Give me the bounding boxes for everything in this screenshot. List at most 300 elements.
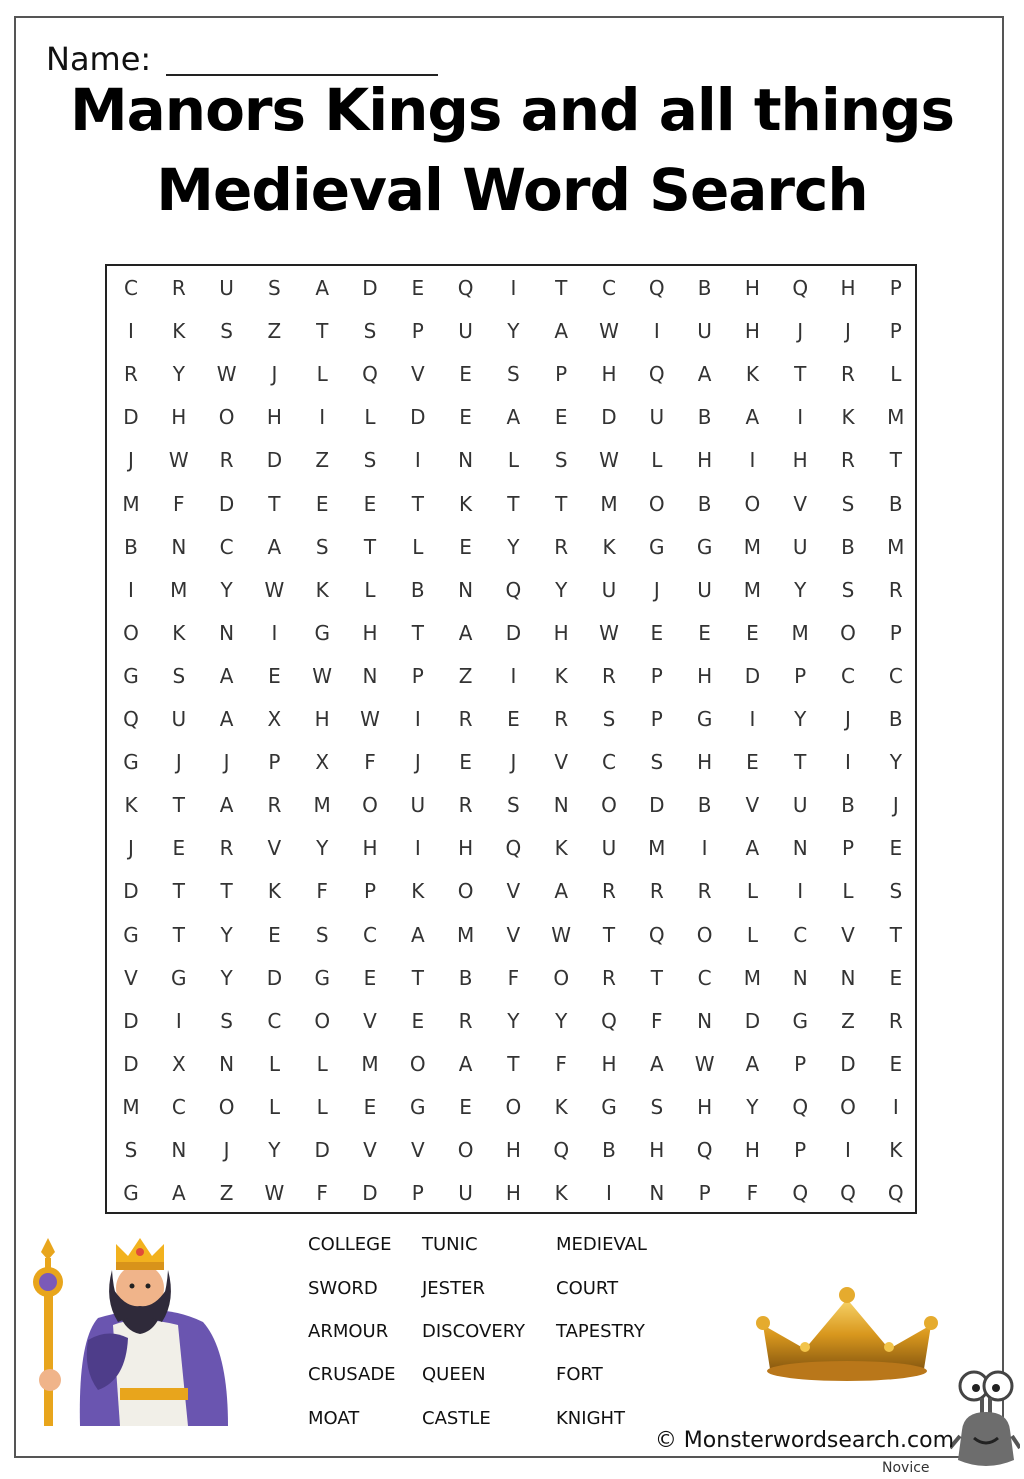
grid-cell[interactable]: D (410, 405, 426, 430)
grid-cell[interactable]: I (128, 577, 134, 602)
grid-cell[interactable]: F (364, 750, 376, 775)
grid-cell[interactable]: Z (219, 1181, 234, 1206)
grid-cell[interactable]: I (749, 707, 756, 731)
grid-cell[interactable]: I (271, 620, 278, 645)
grid-cell[interactable]: V (506, 879, 521, 904)
grid-cell[interactable]: N (840, 965, 856, 990)
grid-cell[interactable]: R (554, 707, 569, 731)
grid-cell[interactable]: H (505, 1138, 521, 1162)
grid-cell[interactable]: F (173, 491, 185, 516)
grid-cell[interactable]: W (599, 319, 619, 344)
grid-cell[interactable]: Y (507, 1008, 520, 1033)
grid-cell[interactable]: N (792, 836, 808, 861)
grid-cell[interactable]: E (459, 405, 472, 430)
grid-cell[interactable]: I (319, 405, 326, 430)
grid-cell[interactable]: H (314, 707, 330, 731)
grid-cell[interactable]: K (459, 491, 473, 516)
grid-cell[interactable]: K (554, 1094, 568, 1119)
grid-cell[interactable]: R (219, 836, 234, 861)
grid-cell[interactable]: A (458, 620, 473, 645)
grid-cell[interactable]: B (124, 534, 138, 559)
grid-cell[interactable]: I (892, 1094, 899, 1119)
grid-cell[interactable]: L (364, 405, 376, 430)
grid-cell[interactable]: B (602, 1138, 616, 1162)
grid-cell[interactable]: T (555, 491, 568, 516)
grid-cell[interactable]: U (219, 276, 234, 300)
grid-cell[interactable]: P (698, 1181, 711, 1206)
grid-cell[interactable]: M (122, 1094, 140, 1119)
grid-cell[interactable]: L (746, 922, 758, 947)
grid-cell[interactable]: Z (841, 1008, 855, 1033)
grid-cell[interactable]: S (650, 750, 664, 775)
grid-cell[interactable]: E (363, 1094, 377, 1119)
grid-cell[interactable]: E (172, 836, 186, 861)
grid-cell[interactable]: S (841, 577, 855, 602)
grid-cell[interactable]: U (697, 319, 712, 344)
grid-cell[interactable]: T (411, 620, 424, 645)
grid-cell[interactable]: U (649, 405, 665, 430)
grid-cell[interactable]: L (316, 1051, 328, 1076)
grid-cell[interactable]: G (123, 922, 139, 947)
grid-cell[interactable]: O (505, 1094, 522, 1119)
grid-cell[interactable]: H (601, 362, 617, 387)
grid-cell[interactable]: M (600, 491, 618, 516)
grid-cell[interactable]: Q (648, 276, 665, 300)
grid-cell[interactable]: S (363, 319, 377, 344)
grid-cell[interactable]: N (697, 1008, 713, 1033)
grid-cell[interactable]: N (458, 448, 474, 473)
grid-cell[interactable]: N (649, 1181, 665, 1206)
grid-cell[interactable]: B (697, 793, 712, 818)
grid-cell[interactable]: R (267, 793, 282, 818)
grid-cell[interactable]: H (266, 405, 282, 430)
grid-cell[interactable]: G (123, 1181, 139, 1206)
grid-cell[interactable]: M (313, 793, 331, 818)
grid-cell[interactable]: Y (220, 922, 233, 947)
grid-cell[interactable]: J (510, 750, 517, 775)
grid-cell[interactable]: A (267, 534, 282, 559)
grid-cell[interactable]: S (602, 707, 616, 731)
grid-cell[interactable]: C (124, 276, 138, 300)
grid-cell[interactable]: R (602, 879, 616, 904)
grid-cell[interactable]: A (219, 707, 234, 731)
grid-cell[interactable]: M (743, 534, 762, 559)
grid-cell[interactable]: J (845, 707, 851, 731)
grid-cell[interactable]: C (888, 663, 903, 688)
grid-cell[interactable]: R (888, 1008, 903, 1033)
grid-cell[interactable]: L (364, 577, 376, 602)
grid-cell[interactable]: C (697, 965, 712, 990)
grid-cell[interactable]: H (697, 448, 713, 473)
grid-cell[interactable]: Y (220, 965, 233, 990)
grid-cell[interactable]: D (123, 1008, 139, 1033)
grid-cell[interactable]: P (650, 707, 663, 731)
grid-cell[interactable]: S (650, 1094, 664, 1119)
grid-cell[interactable]: A (745, 405, 760, 430)
grid-cell[interactable]: P (889, 319, 902, 344)
grid-cell[interactable]: Q (648, 362, 665, 387)
grid-cell[interactable]: Y (316, 836, 329, 861)
grid-cell[interactable]: F (316, 879, 328, 904)
grid-cell[interactable]: R (602, 663, 616, 688)
grid-cell[interactable]: K (889, 1138, 903, 1162)
grid-cell[interactable]: H (505, 1181, 521, 1206)
grid-cell[interactable]: G (171, 965, 187, 990)
grid-cell[interactable]: Q (792, 1094, 809, 1119)
grid-cell[interactable]: D (649, 793, 665, 818)
grid-cell[interactable]: T (794, 750, 807, 775)
grid-cell[interactable]: G (123, 663, 139, 688)
grid-cell[interactable]: O (218, 1094, 235, 1119)
grid-cell[interactable]: V (363, 1138, 377, 1162)
grid-cell[interactable]: N (219, 620, 235, 645)
grid-cell[interactable]: R (554, 534, 569, 559)
grid-cell[interactable]: Q (840, 1181, 856, 1206)
grid-cell[interactable]: W (264, 577, 285, 602)
grid-cell[interactable]: Q (648, 922, 665, 947)
grid-cell[interactable]: H (649, 1138, 665, 1162)
grid-cell[interactable]: K (267, 879, 281, 904)
grid-cell[interactable]: C (602, 276, 616, 300)
grid-cell[interactable]: H (553, 620, 569, 645)
grid-cell[interactable]: F (316, 1181, 328, 1206)
grid-cell[interactable]: R (458, 1008, 473, 1033)
grid-cell[interactable]: D (362, 1181, 378, 1206)
grid-cell[interactable]: D (218, 491, 235, 516)
grid-cell[interactable]: E (411, 1008, 425, 1033)
grid-cell[interactable]: G (314, 965, 330, 990)
grid-cell[interactable]: H (171, 405, 187, 430)
grid-cell[interactable]: L (507, 448, 519, 473)
grid-cell[interactable]: I (510, 276, 517, 300)
grid-cell[interactable]: V (363, 1008, 377, 1033)
grid-cell[interactable]: N (171, 534, 187, 559)
grid-cell[interactable]: R (458, 707, 473, 731)
grid-cell[interactable]: A (410, 922, 425, 947)
grid-cell[interactable]: J (892, 793, 899, 818)
grid-cell[interactable]: M (887, 534, 905, 559)
grid-cell[interactable]: Q (696, 1138, 713, 1162)
grid-cell[interactable]: I (701, 836, 708, 861)
grid-cell[interactable]: R (171, 276, 186, 300)
grid-cell[interactable]: H (697, 1094, 713, 1119)
grid-cell[interactable]: G (601, 1094, 617, 1119)
grid-cell[interactable]: J (175, 750, 182, 775)
grid-cell[interactable]: D (123, 1051, 139, 1076)
grid-cell[interactable]: I (845, 1138, 851, 1162)
grid-cell[interactable]: E (459, 534, 472, 559)
grid-cell[interactable]: N (171, 1138, 187, 1162)
grid-cell[interactable]: I (175, 1008, 182, 1033)
grid-cell[interactable]: D (314, 1138, 330, 1162)
grid-cell[interactable]: U (171, 707, 187, 731)
grid-cell[interactable]: S (507, 793, 520, 818)
grid-cell[interactable]: R (124, 362, 138, 387)
grid-cell[interactable]: U (458, 319, 473, 344)
grid-cell[interactable]: S (315, 534, 329, 559)
grid-cell[interactable]: A (219, 793, 234, 818)
grid-cell[interactable]: X (171, 1051, 186, 1076)
grid-cell[interactable]: R (602, 965, 616, 990)
grid-cell[interactable]: T (889, 922, 902, 947)
grid-cell[interactable]: U (792, 534, 808, 559)
grid-cell[interactable]: O (362, 793, 378, 818)
grid-cell[interactable]: S (889, 879, 903, 904)
grid-cell[interactable]: X (267, 707, 282, 731)
grid-cell[interactable]: L (268, 1051, 280, 1076)
grid-cell[interactable]: R (649, 879, 664, 904)
grid-cell[interactable]: M (456, 922, 475, 947)
grid-cell[interactable]: F (746, 1181, 759, 1206)
grid-cell[interactable]: W (694, 1051, 715, 1076)
grid-cell[interactable]: P (794, 663, 807, 688)
grid-cell[interactable]: G (123, 750, 139, 775)
grid-cell[interactable]: L (746, 879, 758, 904)
grid-cell[interactable]: Z (458, 663, 473, 688)
grid-cell[interactable]: M (743, 965, 762, 990)
grid-cell[interactable]: A (745, 1051, 760, 1076)
grid-cell[interactable]: Q (792, 276, 809, 300)
grid-cell[interactable]: B (697, 276, 712, 300)
grid-cell[interactable]: C (363, 922, 377, 947)
grid-cell[interactable]: I (414, 707, 421, 731)
grid-cell[interactable]: K (554, 836, 568, 861)
grid-cell[interactable]: O (553, 965, 570, 990)
grid-cell[interactable]: N (553, 793, 569, 818)
grid-cell[interactable]: A (649, 1051, 664, 1076)
grid-cell[interactable]: J (128, 836, 134, 861)
grid-cell[interactable]: O (457, 879, 474, 904)
grid-cell[interactable]: O (218, 405, 235, 430)
grid-cell[interactable]: U (697, 577, 712, 602)
grid-cell[interactable]: J (797, 319, 804, 344)
grid-cell[interactable]: D (123, 879, 139, 904)
grid-cell[interactable]: E (889, 1051, 903, 1076)
grid-cell[interactable]: H (840, 276, 856, 300)
grid-cell[interactable]: M (170, 577, 188, 602)
grid-cell[interactable]: C (841, 663, 855, 688)
grid-cell[interactable]: Y (555, 1008, 568, 1033)
grid-cell[interactable]: P (794, 1051, 807, 1076)
grid-cell[interactable]: S (363, 448, 377, 473)
grid-cell[interactable]: G (649, 534, 665, 559)
grid-cell[interactable]: O (840, 1094, 856, 1119)
grid-cell[interactable]: A (506, 405, 521, 430)
grid-cell[interactable]: N (792, 965, 808, 990)
grid-cell[interactable]: G (696, 707, 713, 731)
grid-cell[interactable]: Q (601, 1008, 617, 1033)
grid-cell[interactable]: J (845, 319, 851, 344)
grid-cell[interactable]: T (172, 922, 185, 947)
grid-cell[interactable]: A (171, 1181, 186, 1206)
grid-cell[interactable]: T (507, 491, 520, 516)
grid-cell[interactable]: I (414, 448, 421, 473)
grid-cell[interactable]: A (554, 879, 569, 904)
grid-cell[interactable]: O (314, 1008, 331, 1033)
grid-cell[interactable]: B (888, 707, 903, 731)
grid-cell[interactable]: B (888, 491, 903, 516)
grid-cell[interactable]: Y (507, 319, 520, 344)
grid-cell[interactable]: D (362, 276, 378, 300)
grid-cell[interactable]: I (510, 663, 517, 688)
grid-cell[interactable]: S (554, 448, 568, 473)
grid-cell[interactable]: L (842, 879, 854, 904)
grid-cell[interactable]: H (362, 836, 378, 861)
grid-cell[interactable]: M (743, 577, 762, 602)
grid-cell[interactable]: D (840, 1051, 856, 1076)
grid-cell[interactable]: T (220, 879, 233, 904)
grid-cell[interactable]: W (168, 448, 189, 473)
grid-cell[interactable]: S (220, 1008, 233, 1033)
grid-cell[interactable]: J (223, 1138, 230, 1162)
grid-cell[interactable]: A (697, 362, 712, 387)
grid-cell[interactable]: W (264, 1181, 285, 1206)
grid-cell[interactable]: P (363, 879, 377, 904)
grid-cell[interactable]: I (749, 448, 756, 473)
grid-cell[interactable]: P (411, 663, 424, 688)
grid-cell[interactable]: J (414, 750, 421, 775)
grid-cell[interactable]: M (791, 620, 809, 645)
grid-cell[interactable]: E (507, 707, 520, 731)
grid-cell[interactable]: E (363, 965, 377, 990)
grid-cell[interactable]: W (551, 922, 572, 947)
grid-cell[interactable]: I (845, 750, 851, 775)
grid-cell[interactable]: G (314, 620, 330, 645)
grid-cell[interactable]: D (744, 663, 761, 688)
grid-cell[interactable]: Y (172, 362, 185, 387)
grid-cell[interactable]: K (172, 620, 186, 645)
grid-cell[interactable]: C (602, 750, 616, 775)
grid-cell[interactable]: B (410, 577, 425, 602)
grid-cell[interactable]: H (744, 276, 760, 300)
grid-cell[interactable]: E (459, 750, 472, 775)
grid-cell[interactable]: Q (792, 1181, 809, 1206)
grid-cell[interactable]: K (554, 663, 568, 688)
grid-cell[interactable]: A (219, 663, 234, 688)
grid-cell[interactable]: W (599, 448, 619, 473)
grid-cell[interactable]: F (555, 1051, 567, 1076)
grid-cell[interactable]: F (507, 965, 520, 990)
grid-cell[interactable]: H (697, 663, 713, 688)
grid-cell[interactable]: T (172, 879, 185, 904)
grid-cell[interactable]: T (507, 1051, 520, 1076)
grid-cell[interactable]: E (315, 491, 329, 516)
grid-cell[interactable]: E (268, 663, 281, 688)
grid-cell[interactable]: V (793, 491, 808, 516)
grid-cell[interactable]: Z (315, 448, 330, 473)
grid-cell[interactable]: P (555, 362, 568, 387)
grid-cell[interactable]: H (601, 1051, 617, 1076)
grid-cell[interactable]: D (266, 448, 283, 473)
grid-cell[interactable]: I (797, 879, 804, 904)
grid-cell[interactable]: F (651, 1008, 663, 1033)
grid-cell[interactable]: A (315, 276, 330, 300)
grid-cell[interactable]: E (889, 965, 903, 990)
grid-cell[interactable]: T (363, 534, 377, 559)
grid-cell[interactable]: E (363, 491, 377, 516)
grid-cell[interactable]: T (555, 276, 568, 300)
grid-cell[interactable]: R (841, 362, 855, 387)
grid-cell[interactable]: K (411, 879, 425, 904)
grid-cell[interactable]: K (315, 577, 329, 602)
grid-cell[interactable]: D (123, 405, 139, 430)
grid-cell[interactable]: V (267, 836, 282, 861)
grid-cell[interactable]: K (841, 405, 855, 430)
grid-cell[interactable]: B (697, 491, 712, 516)
grid-cell[interactable]: W (599, 620, 619, 645)
grid-cell[interactable]: Y (794, 707, 807, 731)
grid-cell[interactable]: E (459, 362, 472, 387)
grid-cell[interactable]: H (458, 836, 474, 861)
grid-cell[interactable]: N (362, 663, 378, 688)
grid-cell[interactable]: U (458, 1181, 473, 1206)
grid-cell[interactable]: E (889, 836, 903, 861)
grid-cell[interactable]: P (411, 1181, 424, 1206)
grid-cell[interactable]: E (698, 620, 711, 645)
grid-cell[interactable]: R (458, 793, 473, 818)
grid-cell[interactable]: D (601, 405, 617, 430)
grid-cell[interactable]: N (458, 577, 474, 602)
grid-cell[interactable]: R (841, 448, 855, 473)
grid-cell[interactable]: B (841, 534, 855, 559)
grid-cell[interactable]: T (316, 319, 329, 344)
grid-cell[interactable]: H (697, 750, 713, 775)
grid-cell[interactable]: K (172, 319, 186, 344)
grid-cell[interactable]: I (128, 319, 134, 344)
grid-cell[interactable]: O (696, 922, 713, 947)
grid-cell[interactable]: C (267, 1008, 282, 1033)
grid-cell[interactable]: L (651, 448, 663, 473)
grid-cell[interactable]: W (360, 707, 380, 731)
grid-cell[interactable]: Q (505, 836, 522, 861)
grid-cell[interactable]: L (316, 362, 328, 387)
grid-cell[interactable]: P (650, 663, 663, 688)
grid-cell[interactable]: T (411, 965, 424, 990)
grid-cell[interactable]: X (315, 750, 330, 775)
grid-cell[interactable]: H (744, 1138, 760, 1162)
grid-cell[interactable]: S (841, 491, 855, 516)
grid-cell[interactable]: L (890, 362, 902, 387)
grid-cell[interactable]: H (362, 620, 378, 645)
grid-cell[interactable]: R (888, 577, 903, 602)
grid-cell[interactable]: A (458, 1051, 473, 1076)
grid-cell[interactable]: D (744, 1008, 761, 1033)
grid-cell[interactable]: Y (268, 1138, 281, 1162)
grid-cell[interactable]: Q (123, 707, 139, 731)
grid-cell[interactable]: Y (220, 577, 233, 602)
grid-cell[interactable]: P (889, 276, 902, 300)
grid-cell[interactable]: H (792, 448, 808, 473)
grid-cell[interactable]: V (410, 1138, 425, 1162)
grid-cell[interactable]: S (172, 663, 186, 688)
grid-cell[interactable]: Y (507, 534, 520, 559)
grid-cell[interactable]: L (268, 1094, 280, 1119)
grid-cell[interactable]: Y (555, 577, 568, 602)
grid-cell[interactable]: Y (889, 750, 902, 775)
grid-cell[interactable]: K (124, 793, 138, 818)
grid-cell[interactable]: E (459, 1094, 472, 1119)
grid-cell[interactable]: T (411, 491, 424, 516)
grid-cell[interactable]: I (606, 1181, 612, 1206)
grid-cell[interactable]: C (793, 922, 808, 947)
grid-cell[interactable]: T (268, 491, 281, 516)
grid-cell[interactable]: E (746, 620, 759, 645)
grid-cell[interactable]: L (412, 534, 424, 559)
grid-cell[interactable]: Q (887, 1181, 904, 1206)
grid-cell[interactable]: S (268, 276, 281, 300)
grid-cell[interactable]: O (601, 793, 617, 818)
grid-cell[interactable]: I (653, 319, 660, 344)
